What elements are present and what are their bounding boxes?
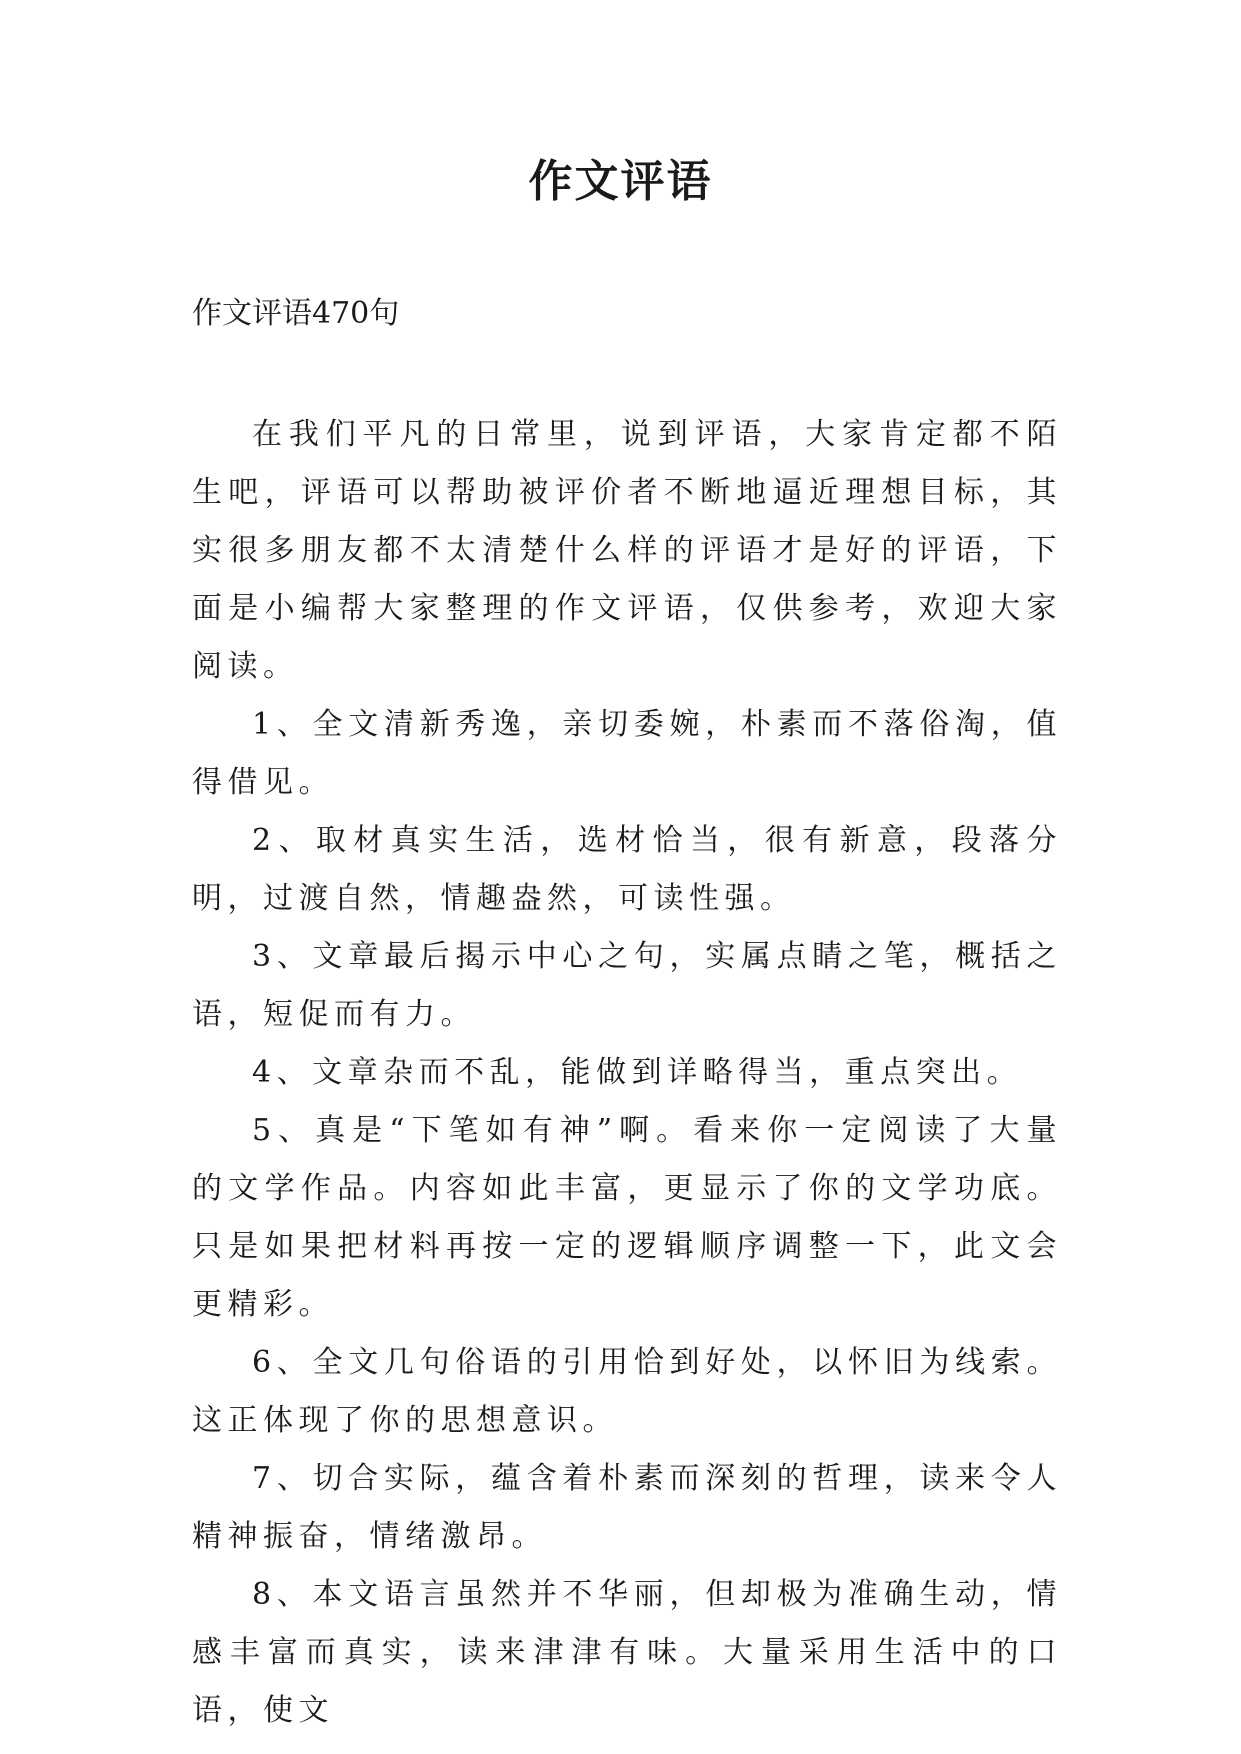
comment-paragraph-1: 1、全文清新秀逸，亲切委婉，朴素而不落俗淘，值得借见。	[192, 707, 1062, 800]
document-body	[192, 406, 1062, 1740]
document-subtitle: 作文评语470句	[192, 296, 400, 331]
comment-paragraph-6: 6、全文几句俗语的引用恰到好处，以怀旧为线索。这正体现了你的思想意识。	[192, 1345, 1062, 1438]
comment-paragraph-2: 2、取材真实生活，选材恰当，很有新意，段落分明，过渡自然，情趣盎然，可读性强。	[192, 823, 1062, 916]
comment-paragraph-7: 7、切合实际，蕴含着朴素而深刻的哲理，读来令人精神振奋，情绪激昂。	[192, 1461, 1062, 1554]
intro-paragraph: 在我们平凡的日常里，说到评语，大家肯定都不陌生吧，评语可以帮助被评价者不断地逼近理想目标，其实很多朋友都不太清楚什么样的评语才是好的评语，下面是小编帮大家整理的作文评语，仅供参考，欢迎大家阅读。	[192, 417, 1062, 684]
comment-paragraph-5: 5、真是“下笔如有神”啊。看来你一定阅读了大量的文学作品。内容如此丰富，更显示了你的文学功底。只是如果把材料再按一定的逻辑顺序调整一下，此文会更精彩。	[192, 1113, 1062, 1322]
comment-paragraph-3: 3、文章最后揭示中心之句，实属点睛之笔，概括之语，短促而有力。	[192, 939, 1062, 1032]
document-title: 作文评语	[528, 156, 713, 207]
comment-paragraph-8: 8、本文语言虽然并不华丽，但却极为准确生动，情感丰富而真实，读来津津有味。大量采用生活中的口语，使文	[192, 1577, 1062, 1728]
comment-paragraph-4: 4、文章杂而不乱，能做到详略得当，重点突出。	[252, 1055, 1023, 1090]
